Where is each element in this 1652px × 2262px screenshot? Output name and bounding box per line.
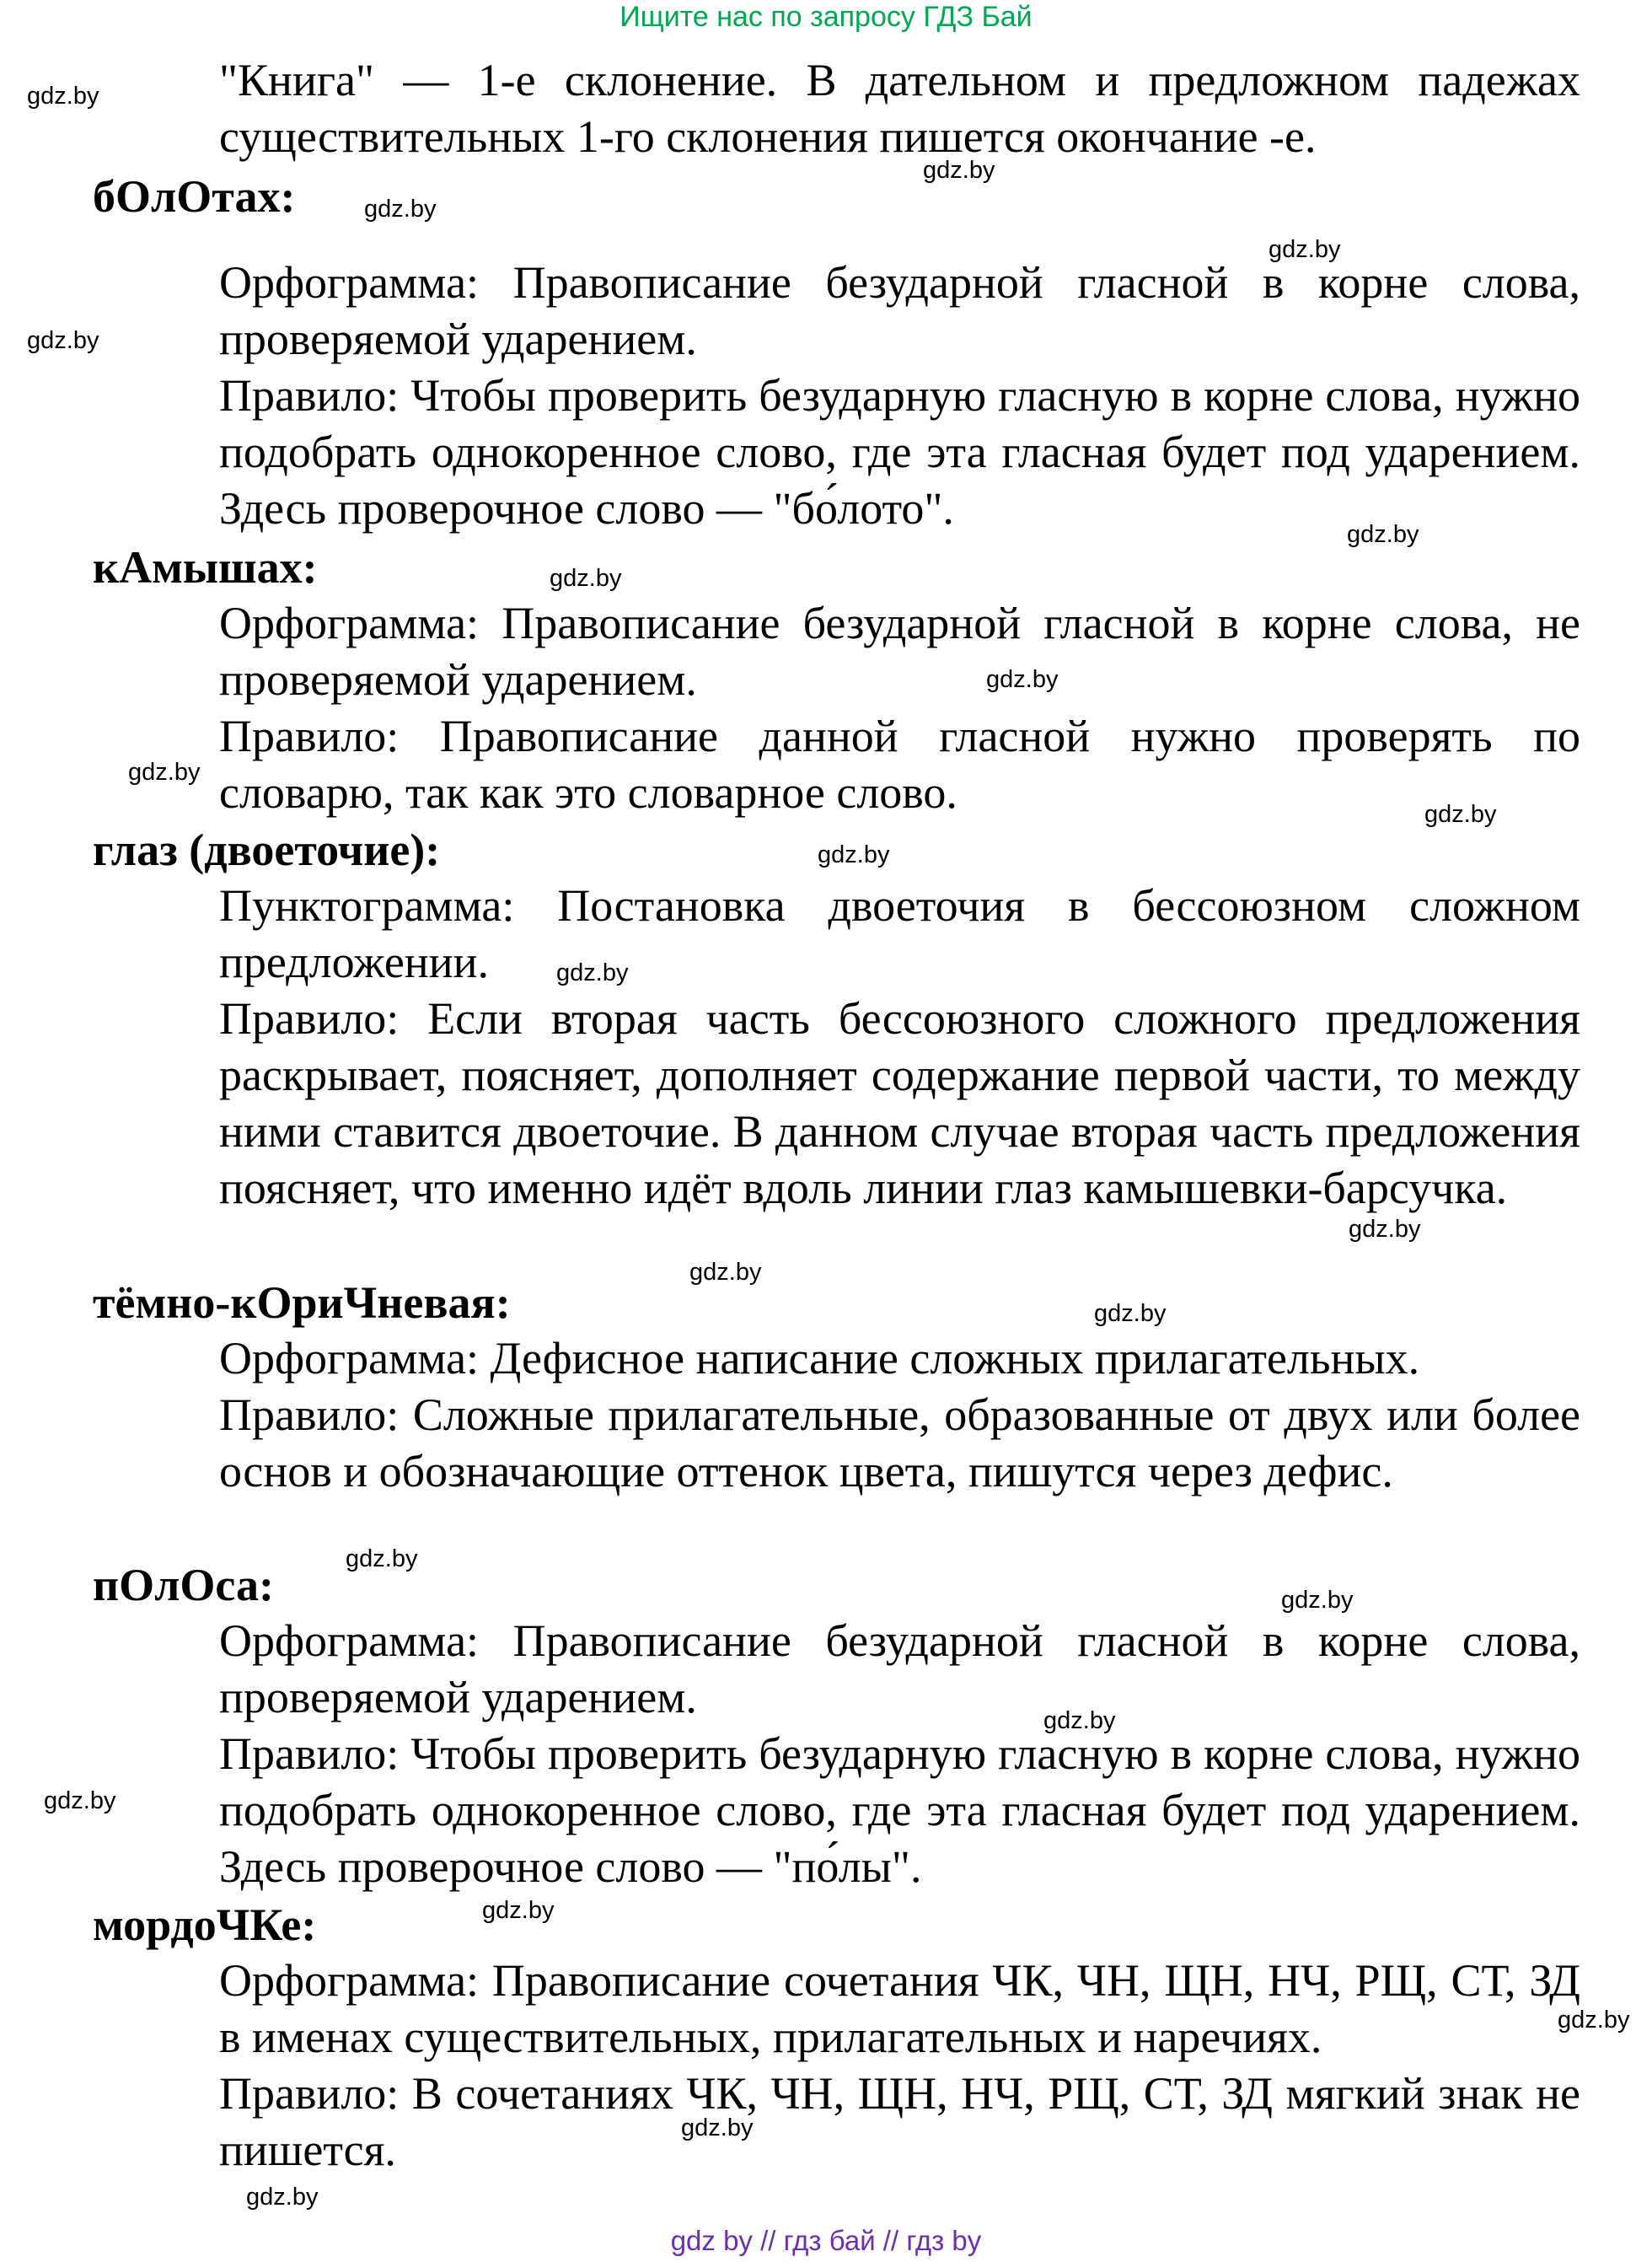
watermark: gdz.by (681, 2114, 754, 2141)
watermark: gdz.by (1347, 521, 1419, 548)
entry-rule-glaz: Правило: Если вторая часть бессоюзного сложного предложения раскрывает, поясняет, дополняет содержание первой части, то между ними ставится двоеточие. В данном случае вторая часть предложения поясняет, что именно идёт вдоль линии глаз камышевки-барсучка. (219, 993, 1580, 1213)
watermark: gdz.by (1281, 1587, 1354, 1614)
watermark: gdz.by (364, 196, 437, 223)
watermark: gdz.by (1043, 1707, 1116, 1734)
watermark: gdz.by (1349, 1216, 1421, 1243)
watermark: gdz.by (689, 1259, 762, 1286)
entry-heading-mordochke: мордоЧКе: (93, 1899, 317, 1950)
intro-paragraph: "Книга" — 1-е склонение. В дательном и предложном падежах существительных 1-го склонения пишется окончание -е. (219, 55, 1580, 162)
watermark: gdz.by (44, 1787, 116, 1814)
watermark: gdz.by (482, 1897, 555, 1924)
entry-rule-mordochke: Правило: В сочетаниях ЧК, ЧН, ЩН, НЧ, РЩ, СТ, ЗД мягкий знак не пишется. (219, 2068, 1580, 2175)
entry-punctogram-glaz: Пунктограмма: Постановка двоеточия в бессоюзном сложном предложении. (219, 880, 1580, 987)
entry-rule-polosa: Правило: Чтобы проверить безударную гласную в корне слова, нужно подобрать однокоренное слово, где эта гласная будет под ударением. Здесь проверочное слово — "по́лы". (219, 1728, 1580, 1892)
entry-heading-bolotakh: бОлОтах: (93, 171, 296, 222)
top-search-link[interactable]: Ищите нас по запросу ГДЗ Бай (620, 1, 1032, 33)
watermark: gdz.by (1094, 1300, 1167, 1327)
watermark: gdz.by (246, 2184, 319, 2211)
watermark: gdz.by (27, 327, 99, 354)
watermark: gdz.by (923, 157, 995, 184)
watermark: gdz.by (550, 565, 622, 592)
entry-orthogram-mordochke: Орфограмма: Правописание сочетания ЧК, ЧН, ЩН, НЧ, РЩ, СТ, ЗД в именах существительных, прилагательных и наречиях. (219, 1955, 1580, 2062)
entry-heading-temno-korichnevaya: тёмно-кОриЧневая: (93, 1277, 511, 1328)
entry-heading-polosa: пОлОса: (93, 1560, 275, 1610)
watermark: gdz.by (128, 759, 201, 786)
watermark: gdz.by (986, 666, 1059, 693)
entry-rule-kamyshakh: Правило: Правописание данной гласной нужно проверять по словарю, так как это словарное слово. (219, 711, 1580, 818)
entry-rule-temno-korichnevaya: Правило: Сложные прилагательные, образованные от двух или более основ и обозначающие оттенок цвета, пишутся через дефис. (219, 1389, 1580, 1496)
watermark: gdz.by (346, 1545, 418, 1572)
watermark: gdz.by (1424, 801, 1497, 828)
entry-orthogram-kamyshakh: Орфограмма: Правописание безударной гласной в корне слова, не проверяемой ударением. (219, 598, 1580, 705)
watermark: gdz.by (1268, 236, 1341, 263)
entry-orthogram-polosa: Орфограмма: Правописание безударной гласной в корне слова, проверяемой ударением. (219, 1615, 1580, 1722)
watermark: gdz.by (818, 841, 890, 868)
entry-heading-glaz: глаз (двоеточие): (93, 825, 441, 875)
footer-links[interactable]: gdz by // гдз бай // гдз by (670, 2225, 982, 2256)
watermark: gdz.by (27, 83, 99, 110)
entry-heading-kamyshakh: кАмышах: (93, 542, 318, 593)
watermark: gdz.by (1558, 2007, 1630, 2034)
entry-rule-bolotakh: Правило: Чтобы проверить безударную гласную в корне слова, нужно подобрать однокоренное слово, где эта гласная будет под ударением. Здесь проверочное слово — "бо́лото". (219, 370, 1580, 534)
entry-orthogram-bolotakh: Орфограмма: Правописание безударной гласной в корне слова, проверяемой ударением. (219, 257, 1580, 364)
watermark: gdz.by (556, 959, 629, 986)
entry-orthogram-temno-korichnevaya: Орфограмма: Дефисное написание сложных прилагательных. (219, 1333, 1420, 1384)
